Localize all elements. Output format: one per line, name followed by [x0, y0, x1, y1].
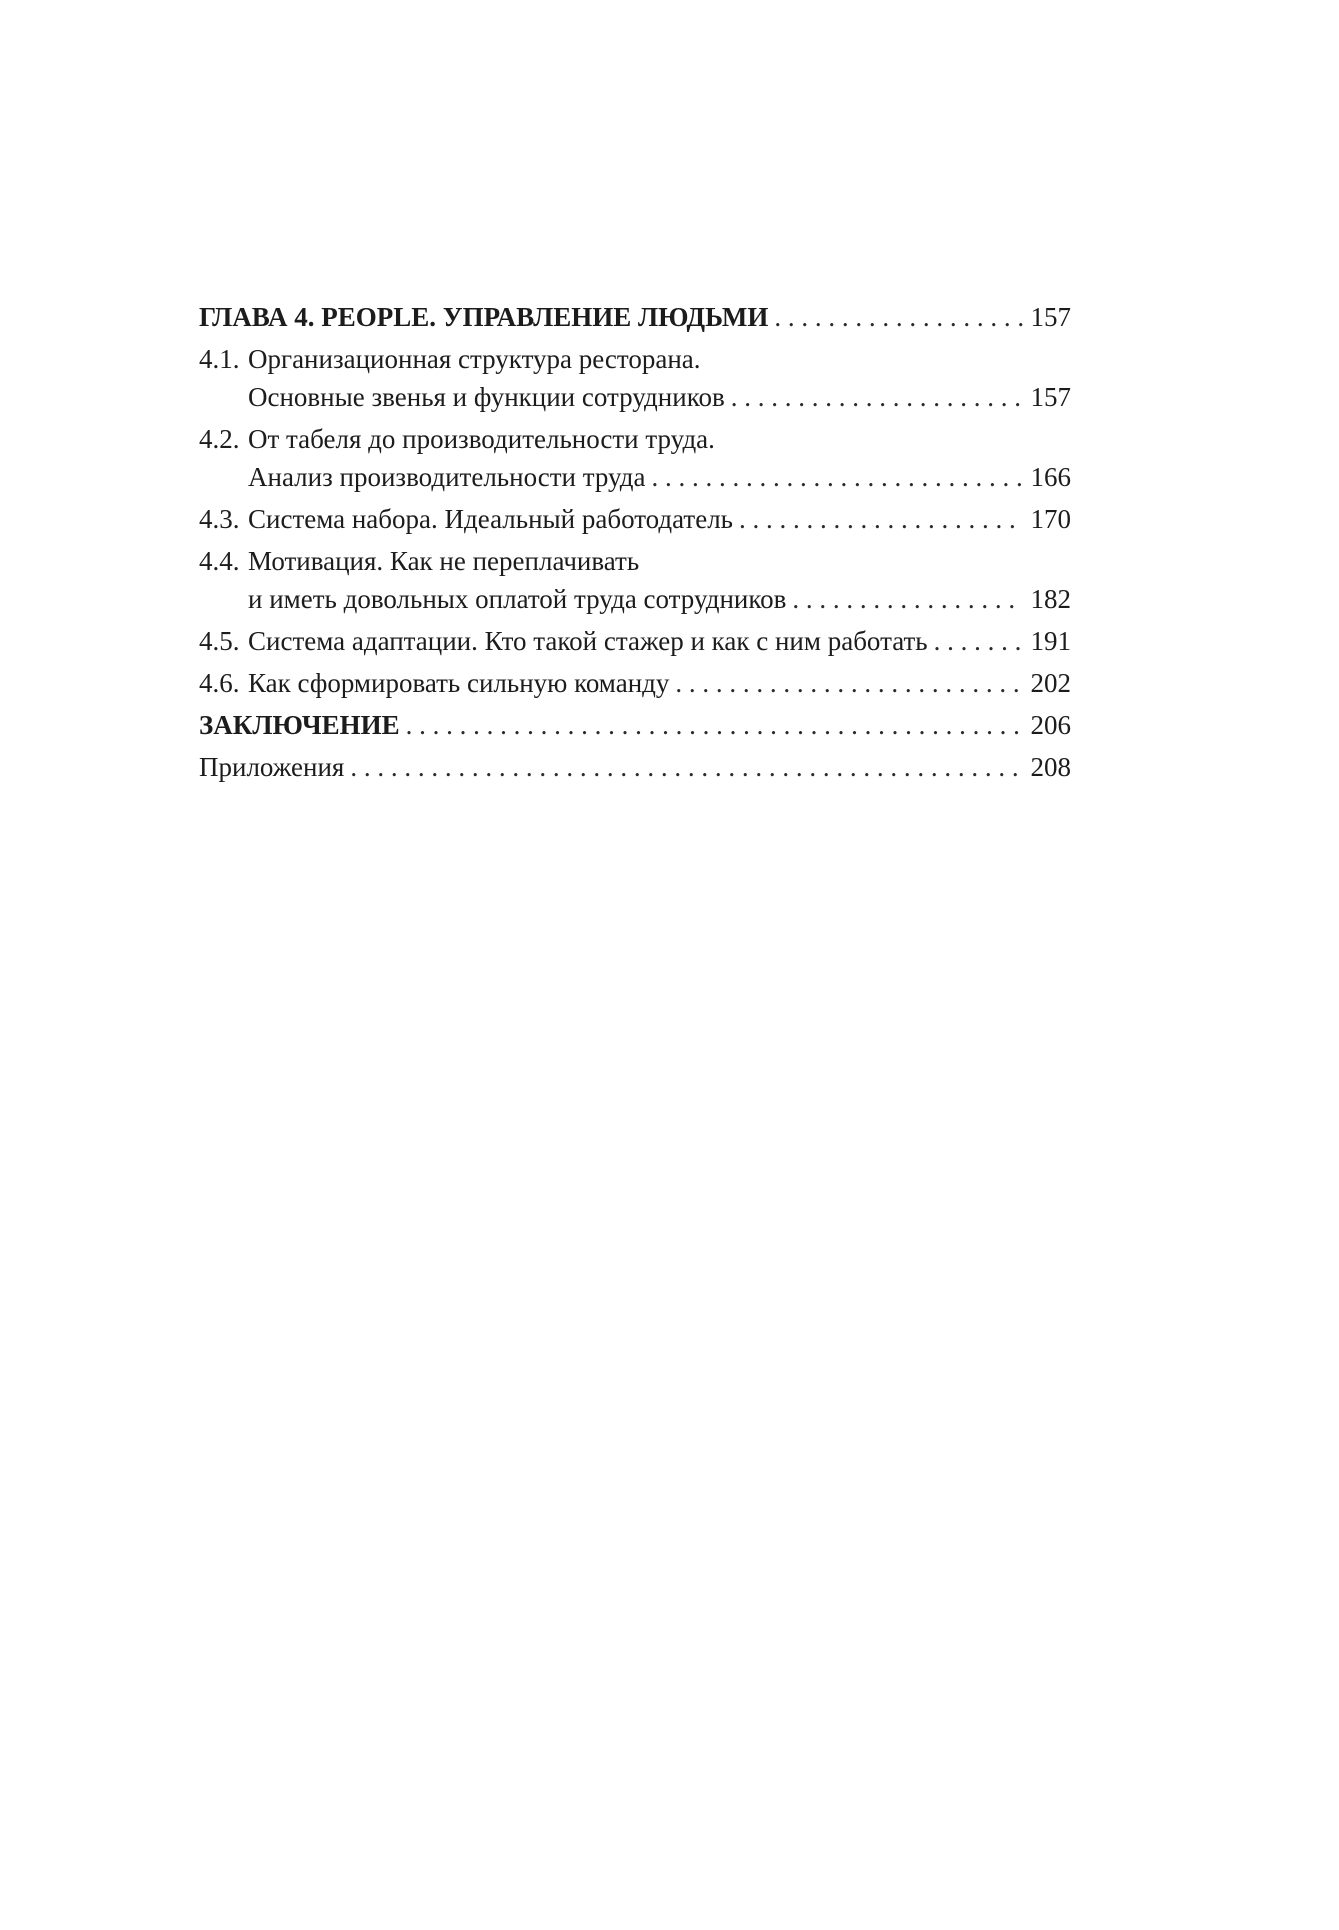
toc-line: [248, 458, 1071, 496]
section-title-line1: Система адаптации. Кто такой стажер и как с ним работать: [248, 626, 928, 656]
toc-line: [248, 580, 1071, 618]
toc-chapter-entry[interactable]: [199, 298, 1071, 336]
toc-line: [248, 378, 1071, 416]
section-title-line1: От табеля до производительности труда.: [248, 424, 715, 454]
toc-line: [248, 664, 1071, 702]
section-title-line2: Основные звенья и функции сотрудников: [248, 382, 725, 412]
toc-line: [248, 622, 1071, 660]
page-number: 157: [1030, 382, 1071, 412]
conclusion-title: ЗАКЛЮЧЕНИЕ: [199, 710, 400, 740]
dot-leader: [675, 664, 1023, 702]
appendix-title: Приложения: [199, 752, 345, 782]
page-number: 166: [1030, 462, 1071, 492]
toc-entry-body: [248, 420, 1071, 496]
toc-entry-body: [248, 542, 1071, 618]
dot-leader: [406, 706, 1023, 744]
chapter-title: ГЛАВА 4. PEOPLE. УПРАВЛЕНИЕ ЛЮДЬМИ: [199, 302, 769, 332]
dot-leader: [774, 298, 1023, 336]
section-title-line1: Система набора. Идеальный работодатель: [248, 504, 733, 534]
page-number: 191: [1030, 626, 1071, 656]
dot-leader: [739, 500, 1023, 538]
toc-entry-body: [248, 340, 1071, 416]
toc-conclusion-entry[interactable]: [199, 706, 1071, 744]
toc-line: [199, 298, 1071, 336]
toc-section-entry[interactable]: [199, 664, 1071, 702]
section-title-line2: и иметь довольных оплатой труда сотрудников: [248, 584, 787, 614]
toc-section-entry[interactable]: [199, 500, 1071, 538]
section-number: 4.6.: [199, 668, 240, 698]
section-title-line1: Организационная структура ресторана.: [248, 344, 701, 374]
toc-entry-body: [199, 298, 1071, 336]
toc-line: [248, 340, 1071, 378]
dot-leader: [652, 458, 1023, 496]
section-title-line2: Анализ производительности труда: [248, 462, 646, 492]
table-of-contents: [199, 298, 1071, 786]
page-number: 206: [1030, 710, 1071, 740]
toc-entry-body: [248, 622, 1071, 660]
page-number: 208: [1030, 752, 1071, 782]
dot-leader: [792, 580, 1023, 618]
toc-line: [248, 542, 1071, 580]
dot-leader: [350, 748, 1023, 786]
toc-line: [248, 500, 1071, 538]
page-number: 182: [1030, 584, 1071, 614]
toc-section-entry[interactable]: [199, 542, 1071, 618]
toc-section-entry[interactable]: [199, 420, 1071, 496]
page-number: 157: [1030, 302, 1071, 332]
toc-line: [199, 706, 1071, 744]
toc-entry-body: [199, 748, 1071, 786]
section-number: 4.4.: [199, 546, 240, 576]
dot-leader: [934, 622, 1023, 660]
toc-entry-body: [248, 664, 1071, 702]
dot-leader: [731, 378, 1023, 416]
toc-appendix-entry[interactable]: [199, 748, 1071, 786]
toc-section-entry[interactable]: [199, 340, 1071, 416]
section-number: 4.2.: [199, 424, 240, 454]
section-number: 4.5.: [199, 626, 240, 656]
toc-line: [199, 748, 1071, 786]
section-number: 4.1.: [199, 344, 240, 374]
toc-entry-body: [248, 500, 1071, 538]
toc-section-entry[interactable]: [199, 622, 1071, 660]
toc-line: [248, 420, 1071, 458]
section-title-line1: Мотивация. Как не переплачивать: [248, 546, 640, 576]
page-number: 202: [1030, 668, 1071, 698]
section-title-line1: Как сформировать сильную команду: [248, 668, 670, 698]
toc-entry-body: [199, 706, 1071, 744]
page-number: 170: [1030, 504, 1071, 534]
section-number: 4.3.: [199, 504, 240, 534]
